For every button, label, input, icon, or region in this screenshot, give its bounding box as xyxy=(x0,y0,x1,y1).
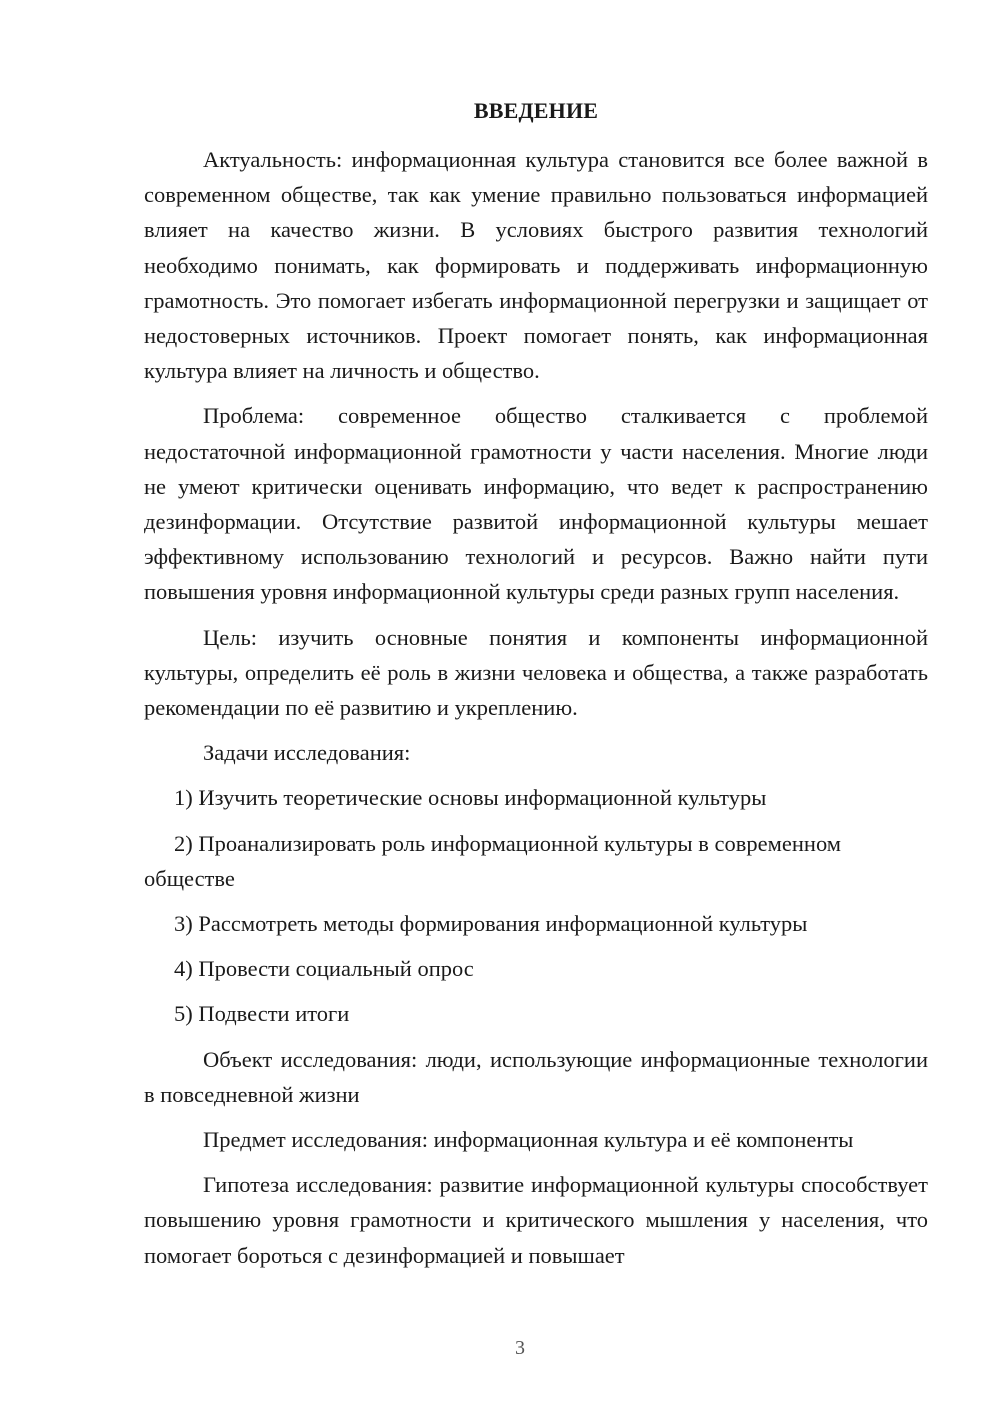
document-page xyxy=(144,0,928,1414)
task-item-2: 2) Проанализировать роль информационной культуры в современном обществе xyxy=(144,830,842,891)
tasks-heading: Задачи исследования: xyxy=(203,740,411,766)
document-body xyxy=(144,142,928,1283)
paragraph-problem: Проблема: современное общество сталкивается с проблемой недостаточной информационной грамотности у части населения. Многие люди не умеют критически оценивать информацию, что ведет к распространению дезинформации. Отсутствие развитой информационной культуры мешает эффективному использованию технологий и ресурсов. Важно найти пути повышения уровня информационной культуры среди разных групп населения. xyxy=(144,403,928,605)
paragraph-object: Объект исследования: люди, использующие информационные технологии в повседневной жизни xyxy=(144,1046,928,1107)
page-number: 3 xyxy=(515,1337,525,1359)
task-item-4: 4) Провести социальный опрос xyxy=(174,956,474,982)
task-item-5: 5) Подвести итоги xyxy=(174,1001,350,1027)
task-item-1: 1) Изучить теоретические основы информационной культуры xyxy=(174,785,767,811)
paragraph-relevance: Актуальность: информационная культура становится все более важной в современном обществе, так как умение правильно пользоваться информацией влияет на качество жизни. В условиях быстрого развития технологий необходимо понимать, как формировать и поддерживать информационную грамотность. Это помогает избегать информационной перегрузки и защищает от недостоверных источников. Проект помогает понять, как информационная культура влияет на личность и общество. xyxy=(144,147,928,384)
paragraph-goal: Цель: изучить основные понятия и компоненты информационной культуры, определить её роль в жизни человека и общества, а также разработать рекомендации по её развитию и укреплению. xyxy=(144,624,928,721)
paragraph-subject: Предмет исследования: информационная культура и её компоненты xyxy=(203,1127,854,1153)
page-title: ВВЕДЕНИЕ xyxy=(473,98,599,123)
paragraph-hypothesis: Гипотеза исследования: развитие информационной культуры способствует повышению уровня грамотности и критического мышления у населения, что помогает бороться с дезинформацией и повышает xyxy=(144,1172,928,1268)
task-item-3: 3) Рассмотреть методы формирования информационной культуры xyxy=(174,911,808,937)
